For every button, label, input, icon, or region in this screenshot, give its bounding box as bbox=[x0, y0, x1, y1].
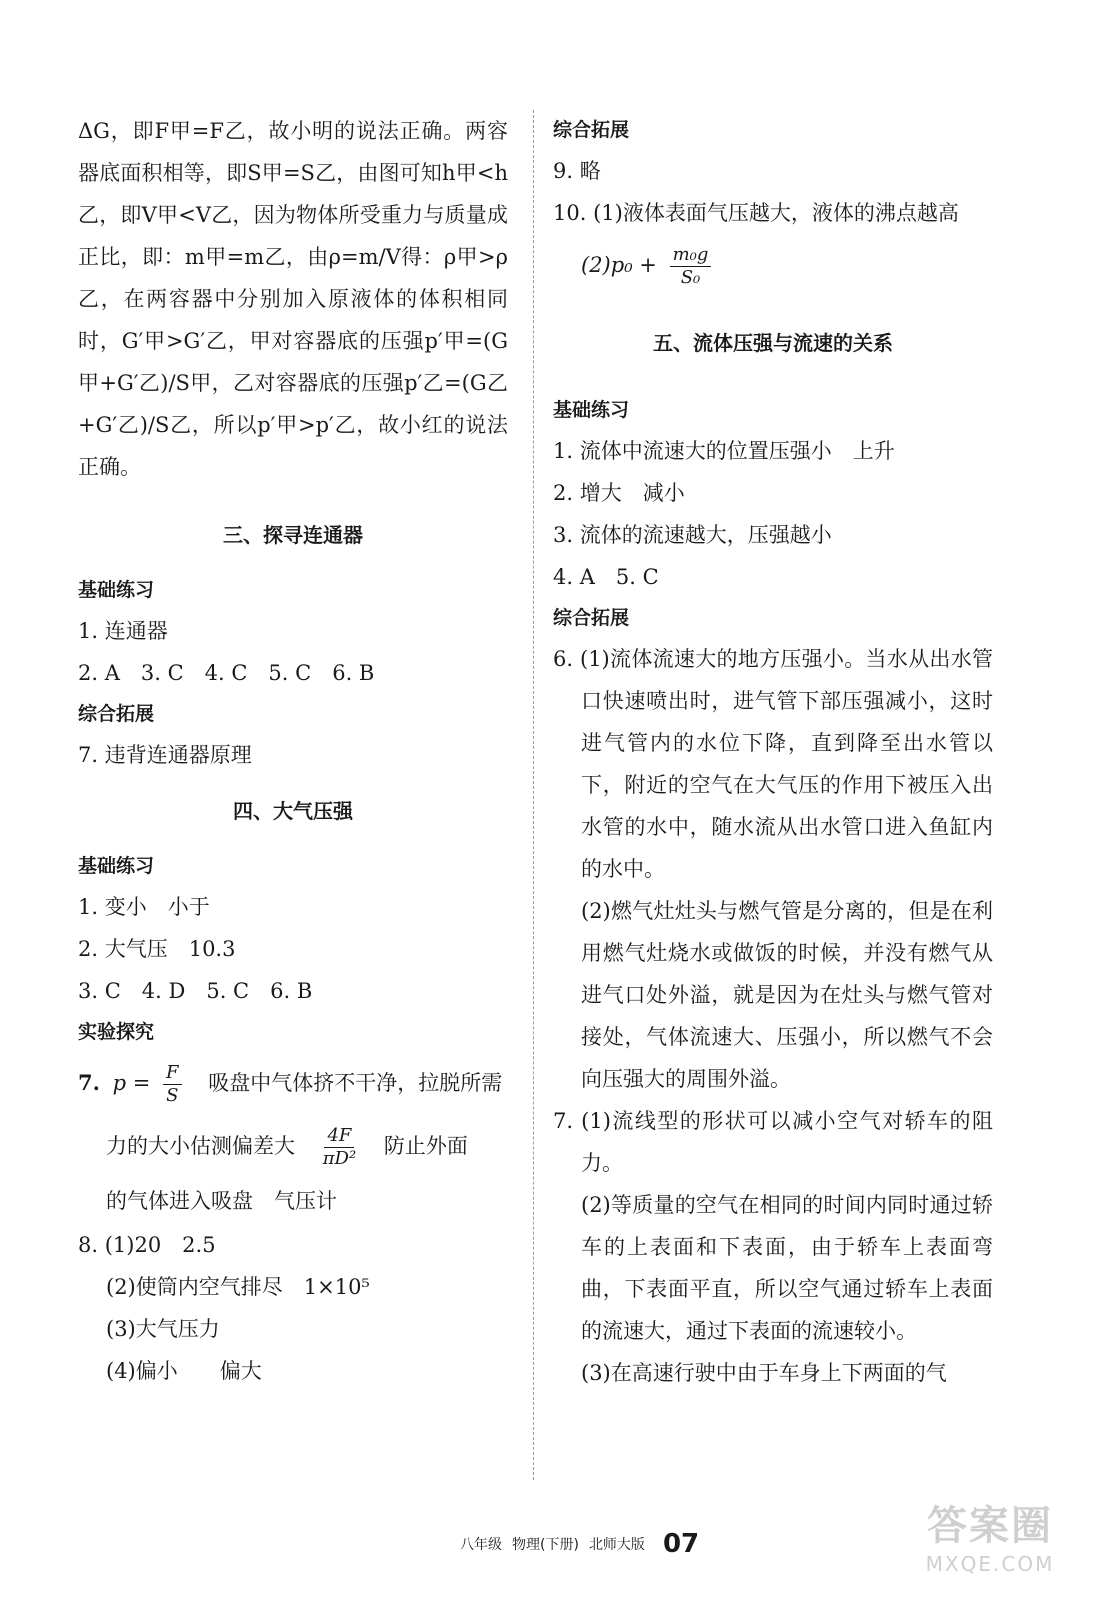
watermark-text: 答案圈 bbox=[927, 1503, 1053, 1549]
subheading-extension: 综合拓展 bbox=[553, 119, 630, 141]
section-title-5: 五、流体压强与流速的关系 bbox=[653, 331, 893, 355]
subheading-basic: 基础练习 bbox=[553, 399, 630, 421]
answer-line: (3)大气压力 bbox=[106, 1317, 220, 1341]
answer-line: 2. 大气压 10.3 bbox=[78, 937, 236, 961]
answer-line: 的气体进入吸盘 气压计 bbox=[106, 1189, 337, 1213]
answer-line: 1. 流体中流速大的位置压强小 上升 bbox=[553, 439, 895, 463]
answer-line: 1. 连通器 bbox=[78, 619, 168, 643]
subheading-basic: 基础练习 bbox=[78, 855, 155, 877]
answer-q7-line2 bbox=[78, 1114, 508, 1178]
fraction-m0g-over-S0 bbox=[670, 244, 712, 289]
answer-line: 2. 增大 减小 bbox=[553, 481, 685, 505]
footer-edition: 北师大版 bbox=[588, 1537, 645, 1553]
answer-q7-part3: (3)在高速行驶中由于车身上下两面的气 bbox=[581, 1361, 947, 1385]
formula-p: p = bbox=[112, 1071, 151, 1095]
footer-grade: 八年级 bbox=[460, 1537, 502, 1553]
fraction-numerator: F bbox=[163, 1062, 182, 1085]
answer-q7-line1 bbox=[78, 1052, 508, 1114]
answer-line: 3. 流体的流速越大，压强越小 bbox=[553, 523, 832, 547]
answer-line: (4)偏小 偏大 bbox=[106, 1359, 262, 1383]
answer-line: (2)使筒内空气排尽 1×10⁵ bbox=[106, 1275, 370, 1299]
subheading-extension: 综合拓展 bbox=[553, 607, 630, 629]
answer-line: 9. 略 bbox=[553, 159, 601, 183]
footer-subject: 物理(下册) bbox=[512, 1537, 579, 1553]
fraction-denominator: S bbox=[166, 1085, 179, 1106]
subheading-basic: 基础练习 bbox=[78, 579, 155, 601]
section-title-3: 三、探寻连通器 bbox=[223, 523, 363, 547]
answer-line: 4. A 5. C bbox=[553, 565, 659, 589]
right-column bbox=[553, 110, 993, 1394]
column-divider bbox=[533, 110, 534, 1480]
fraction-F-over-S bbox=[163, 1062, 182, 1107]
fraction-numerator: 4F bbox=[324, 1125, 354, 1148]
fraction-denominator: πD² bbox=[322, 1148, 357, 1169]
answer-line: 1. 变小 小于 bbox=[78, 895, 210, 919]
subheading-experiment: 实验探究 bbox=[78, 1021, 155, 1043]
answer-line: 7. 违背连通器原理 bbox=[78, 743, 252, 767]
answer-text: 防止外面 bbox=[383, 1134, 468, 1158]
answer-q6-part2: (2)燃气灶灶头与燃气管是分离的，但是在利用燃气灶烧水或做饭的时候，并没有燃气从进气口处外溢，就是因为在灶头与燃气管对接处，气体流速大、压强小，所以燃气不会向压强大的周围外溢。 bbox=[581, 899, 993, 1091]
watermark-logo bbox=[900, 1500, 1080, 1590]
answer-line: 2. A 3. C 4. C 5. C 6. B bbox=[78, 661, 375, 685]
answer-line: 8. (1)20 2.5 bbox=[78, 1233, 216, 1257]
fraction-numerator: m₀g bbox=[670, 244, 712, 267]
watermark-url: MXQE.COM bbox=[925, 1552, 1055, 1576]
page-footer bbox=[460, 1520, 720, 1568]
answer-text: 力的大小估测偏差大 bbox=[106, 1134, 295, 1158]
answer-line: 3. C 4. D 5. C 6. B bbox=[78, 979, 313, 1003]
question-number: 7. bbox=[78, 1070, 100, 1095]
answer-line: 10. (1)液体表面气压越大，液体的沸点越高 bbox=[553, 201, 959, 225]
answer-q10-part2 bbox=[553, 234, 993, 296]
fraction-denominator: S₀ bbox=[680, 267, 701, 288]
answer-q7-part1: 7. (1)流线型的形状可以减小空气对轿车的阻力。 bbox=[553, 1109, 993, 1175]
answer-text: 吸盘中气体挤不干净，拉脱所需 bbox=[208, 1071, 503, 1095]
fraction-4F-over-piD2 bbox=[320, 1125, 359, 1170]
answer-q7-part2: (2)等质量的空气在相同的时间内同时通过轿车的上表面和下表面，由于轿车上表面弯曲，下表面平直，所以空气通过轿车上表面的流速大，通过下表面的流速较小。 bbox=[581, 1193, 993, 1343]
answer-q6-part1: 6. (1)流体流速大的地方压强小。当水从出水管口快速喷出时，进气管下部压强减小，这时进气管内的水位下降，直到降至出水管以下，附近的空气在大气压的作用下被压入出水管的水中，随水流从出水管口进入鱼缸内的水中。 bbox=[553, 647, 993, 881]
formula-p0: (2)p₀ + bbox=[581, 253, 657, 277]
section-title-4: 四、大气压强 bbox=[233, 799, 353, 823]
answer-paragraph-continued: ΔG，即F甲=F乙，故小明的说法正确。两容器底面积相等，即S甲=S乙，由图可知h甲<h乙，即V甲<V乙，因为物体所受重力与质量成正比，即：m甲=m乙，由ρ=m/V得：ρ甲>ρ乙，在两容器中分别加入原液体的体积相同时，G′甲>G′乙，甲对容器底的压强p′甲=(G甲+G′乙)/S甲，乙对容器底的压强p′乙=(G乙+G′乙)/S乙，所以p′甲>p′乙，故小红的说法正确。 bbox=[78, 119, 508, 479]
subheading-extension: 综合拓展 bbox=[78, 703, 155, 725]
left-column bbox=[78, 110, 508, 1392]
page-number: 07 bbox=[662, 1529, 700, 1559]
